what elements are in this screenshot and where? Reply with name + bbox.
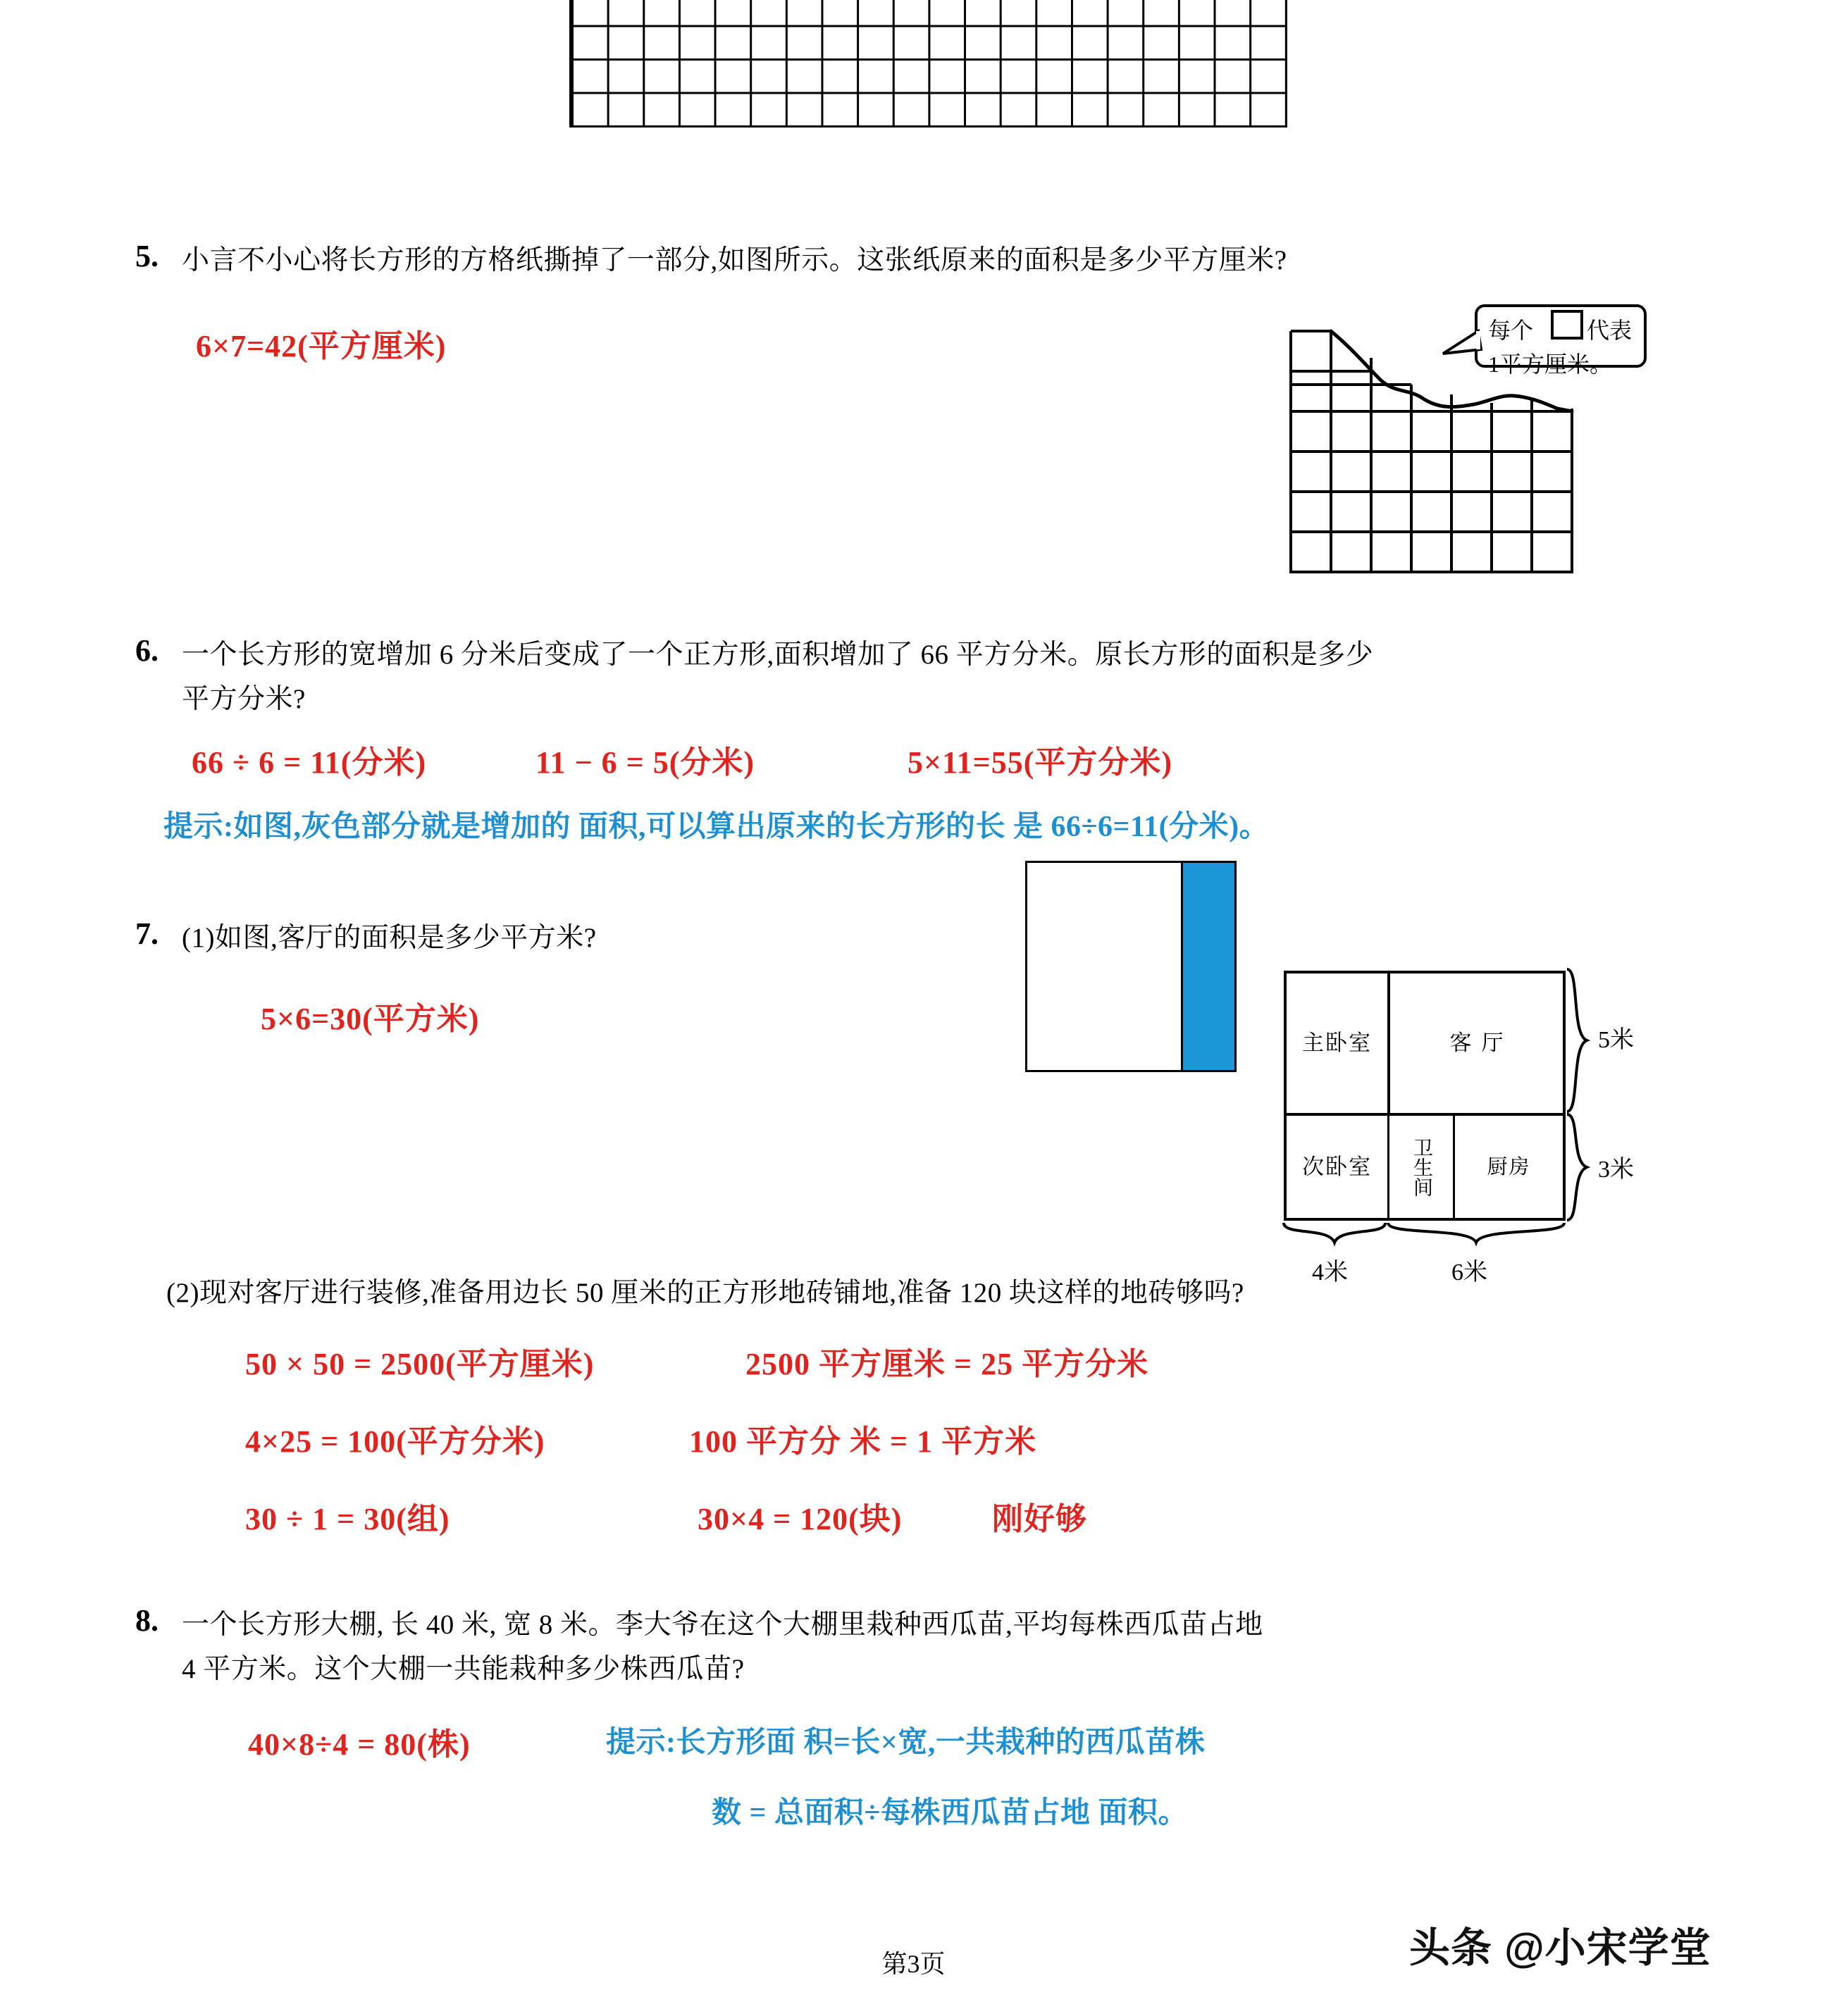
question-7-part2-answer-r3c3: 刚好够 — [992, 1502, 1087, 1536]
question-6-number: 6. — [135, 633, 159, 668]
floorplan-room-second-bedroom: 次卧室 — [1287, 1116, 1389, 1218]
question-6-text-line-1: 一个长方形的宽增加 6 分米后变成了一个正方形,面积增加了 66 平方分米。原长方形的面积是多少 — [182, 640, 1374, 670]
question-6-hint: 提示:如图,灰色部分就是增加的 面积,可以算出原来的长方形的长 是 66÷6=11(分米)。 — [163, 811, 1270, 843]
question-6-answer-1: 66 ÷ 6 = 11(分米) — [192, 745, 427, 780]
floorplan-row-bottom — [1287, 1116, 1563, 1218]
question-7-part2-answer-r2c1: 4×25 = 100(平方分米) — [245, 1424, 545, 1459]
question-7-part2-answer-r2c2: 100 平方分 米 = 1 平方米 — [689, 1424, 1037, 1459]
question-6-answer-2: 11 − 6 = 5(分米) — [535, 745, 755, 780]
full-grid-figure — [569, 0, 1287, 127]
bubble-label-unit: 1平方厘米。 — [1488, 351, 1613, 377]
question-7-part1-answer: 5×6=30(平方米) — [261, 1002, 480, 1036]
floorplan-dim-bottom-left: 4米 — [1312, 1259, 1348, 1286]
brace-bottom-right — [1385, 1221, 1567, 1250]
added-area-part — [1181, 863, 1234, 1070]
question-5-answer-1: 6×7=42(平方厘米) — [196, 329, 447, 363]
floorplan-figure — [1284, 971, 1566, 1221]
page-number: 第3页 — [881, 1950, 946, 1978]
question-7-part2-text: (2)现对客厅进行装修,准备用边长 50 厘米的正方形地砖铺地,准备 120 块这样的地砖够吗? — [166, 1278, 1244, 1308]
question-5-text: 小言不小心将长方形的方格纸撕掉了一部分,如图所示。这张纸原来的面积是多少平方厘米? — [182, 245, 1287, 275]
question-8-number: 8. — [135, 1603, 159, 1638]
question-6-text-line-2: 平方分米? — [182, 684, 306, 714]
brace-right-top — [1566, 966, 1594, 1114]
question-7-part2-answer-r3c2: 30×4 = 120(块) — [698, 1502, 903, 1536]
question-5-number: 5. — [135, 239, 159, 273]
brace-bottom-left — [1281, 1221, 1388, 1250]
question-7-number: 7. — [135, 916, 159, 951]
bubble-label-each: 每个 — [1488, 318, 1534, 343]
floorplan-room-kitchen: 厨房 — [1487, 1155, 1531, 1178]
question-7-part1-text: (1)如图,客厅的面积是多少平方米? — [182, 923, 597, 953]
question-8-hint-line-2: 数 = 总面积÷每株西瓜苗占地 面积。 — [712, 1797, 1188, 1829]
question-6-answer-3: 5×11=55(平方分米) — [908, 745, 1173, 780]
question-8-text-line-2: 4 平方米。这个大棚一共能栽种多少株西瓜苗? — [182, 1654, 745, 1684]
floorplan-dim-right-bottom: 3米 — [1598, 1157, 1634, 1183]
floorplan-dim-bottom-right: 6米 — [1451, 1259, 1487, 1286]
unit-square-icon — [1552, 311, 1582, 338]
question-7-part2-answer-r1c2: 2500 平方厘米 = 25 平方分米 — [745, 1347, 1149, 1381]
floorplan-room-master-bedroom: 主卧室 — [1287, 973, 1390, 1113]
floorplan-room-bathroom: 卫生间 — [1389, 1116, 1455, 1218]
question-7-part2-answer-r3c1: 30 ÷ 1 = 30(组) — [245, 1502, 450, 1536]
floorplan-room-living-room: 客厅 — [1449, 1031, 1513, 1055]
original-rectangle-part — [1027, 863, 1181, 1070]
floorplan-dim-right-top: 5米 — [1598, 1027, 1634, 1053]
question-7-part2-answer-r1c1: 50 × 50 = 2500(平方厘米) — [245, 1347, 595, 1381]
question-8-hint-line-1: 提示:长方形面 积=长×宽,一共栽种的西瓜苗株 — [606, 1726, 1206, 1759]
rectangle-to-square-figure — [1025, 861, 1237, 1072]
bubble-label-represents: 代表 — [1587, 318, 1633, 343]
floorplan-row-top — [1287, 973, 1563, 1116]
brace-right-bottom — [1566, 1112, 1594, 1223]
watermark: 头条 @小宋学堂 — [1409, 1925, 1711, 1971]
question-8-text-line-1: 一个长方形大棚, 长 40 米, 宽 8 米。李大爷在这个大棚里栽种西瓜苗,平均每株西瓜苗占地 — [182, 1610, 1263, 1640]
question-8-answer: 40×8÷4 = 80(株) — [248, 1727, 471, 1762]
